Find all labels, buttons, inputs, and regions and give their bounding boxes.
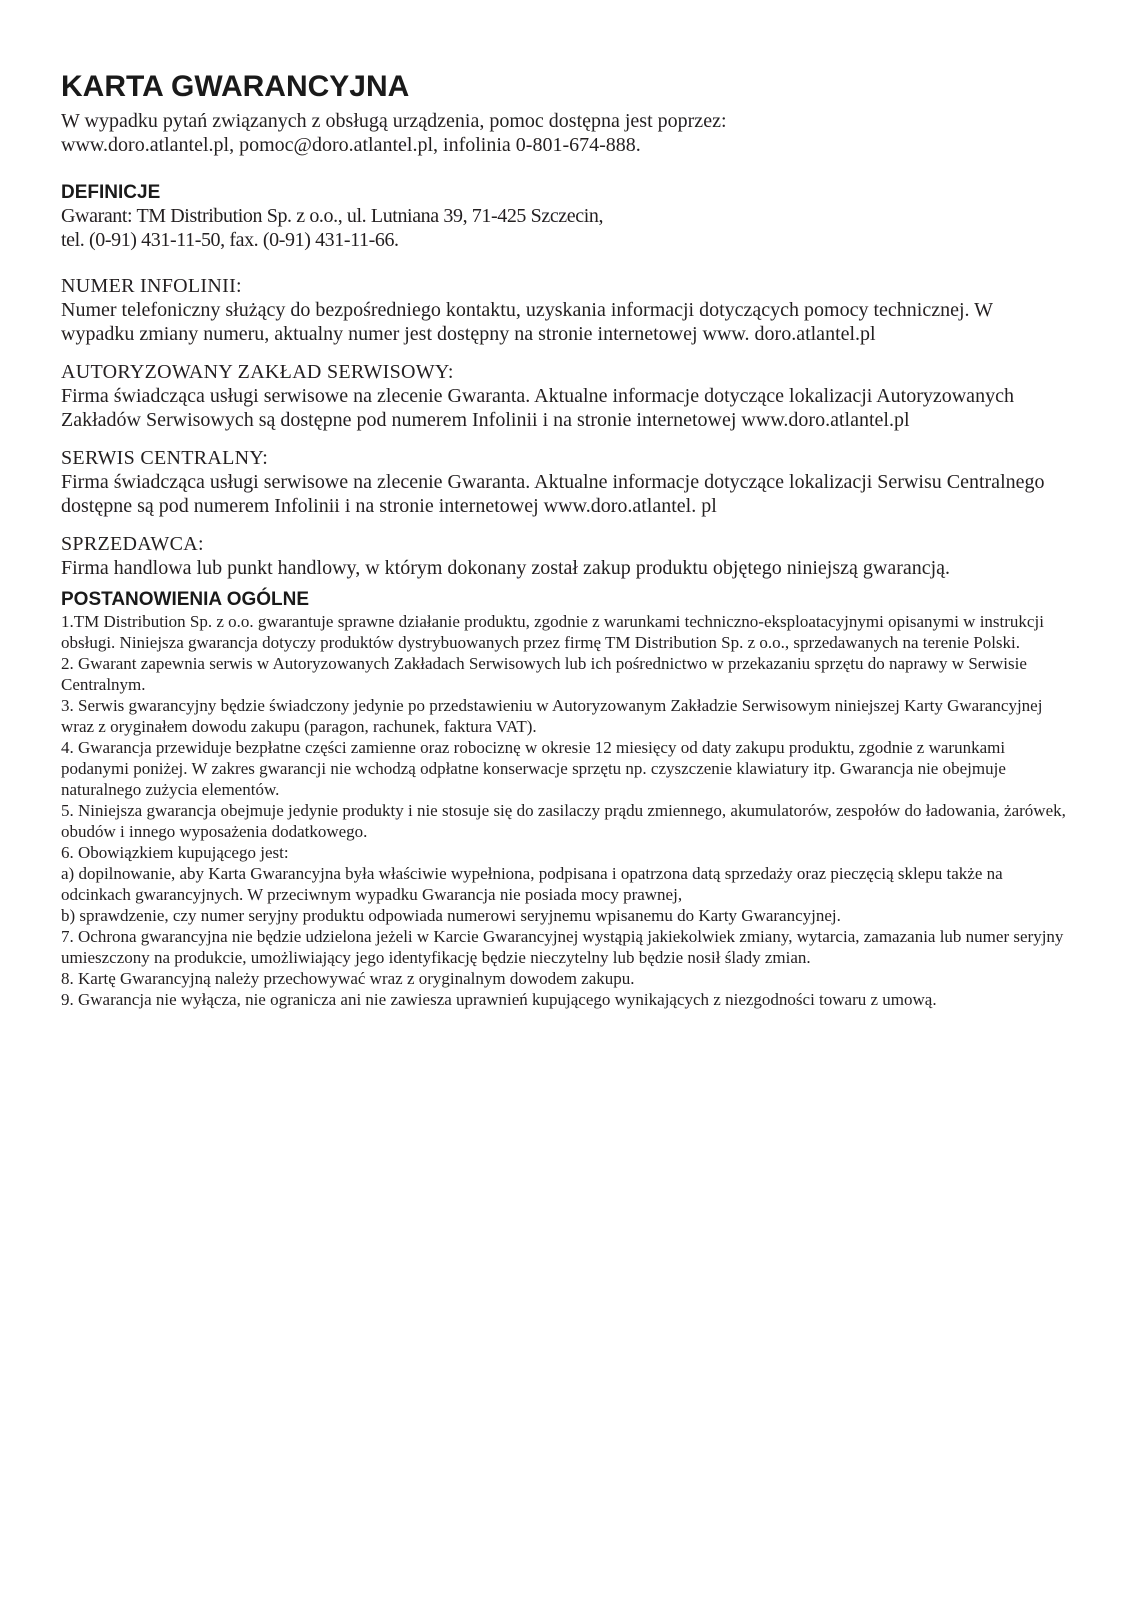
definition-text: Firma świadcząca usługi serwisowe na zlecenie Gwaranta. Aktualne informacje dotyczące lokalizacji Serwisu Centralnego dostępne są pod numerem Infolinii i na stronie internetowej www.doro.atlantel. pl bbox=[61, 471, 1045, 517]
definition-text: Firma świadcząca usługi serwisowe na zlecenie Gwaranta. Aktualne informacje dotyczące lokalizacji Autoryzowanych Zakładów Serwisowych są dostępne pod numerem Infolinii i na stronie internetowej www.doro.atlantel.pl bbox=[61, 385, 1014, 431]
provision-item: 5. Niniejsza gwarancja obejmuje jedynie produkty i nie stosuje się do zasilaczy prądu zmiennego, akumulatorów, zespołów do ładowania, żarówek, obudów i innego wyposażenia dodatkowego. bbox=[61, 801, 1066, 841]
definition-authorized-service bbox=[61, 360, 1066, 432]
page-title: KARTA GWARANCYJNA bbox=[61, 70, 410, 103]
provision-item: 9. Gwarancja nie wyłącza, nie ogranicza ani nie zawiesza uprawnień kupującego wynikających z niezgodności towaru z umową. bbox=[61, 990, 937, 1009]
provision-item: 3. Serwis gwarancyjny będzie świadczony jedynie po przedstawieniu w Autoryzowanym Zakładzie Serwisowym niniejszej Karty Gwarancyjnej wraz z oryginałem dowodu zakupu (paragon, rachunek, faktura VAT). bbox=[61, 696, 1043, 736]
guarantor-info bbox=[61, 204, 1066, 252]
definition-central-service bbox=[61, 446, 1066, 518]
definition-term: SPRZEDAWCA: bbox=[61, 533, 204, 555]
definitions-heading: DEFINICJE bbox=[61, 182, 161, 203]
provision-item: a) dopilnowanie, aby Karta Gwarancyjna była właściwie wypełniona, podpisana i opatrzona datą sprzedaży oraz pieczęcią sklepu także na odcinkach gwarancyjnych. W przeciwnym wypadku Gwarancja nie posiada mocy prawnej, bbox=[61, 864, 1003, 904]
general-provisions-list bbox=[61, 611, 1066, 1010]
intro-line-1: W wypadku pytań związanych z obsługą urządzenia, pomoc dostępna jest poprzez: bbox=[61, 110, 727, 132]
guarantor-line-1: Gwarant: TM Distribution Sp. z o.o., ul. Lutniana 39, 71-425 Szczecin, bbox=[61, 205, 604, 227]
definition-text: Numer telefoniczny służący do bezpośredniego kontaktu, uzyskania informacji dotyczących pomocy technicznej. W wypadku zmiany numeru, aktualny numer jest dostępny na stronie internetowej www. doro.atlantel.pl bbox=[61, 299, 993, 345]
provision-item: 8. Kartę Gwarancyjną należy przechowywać wraz z oryginalnym dowodem zakupu. bbox=[61, 969, 635, 988]
provision-item: 7. Ochrona gwarancyjna nie będzie udzielona jeżeli w Karcie Gwarancyjnej wystąpią jakiekolwiek zmiany, wytarcia, zamazania lub numer seryjny umieszczony na produkcie, umożliwiający jego identyfikację będzie nieczytelny lub będzie nosił ślady zmian. bbox=[61, 927, 1064, 967]
definition-seller bbox=[61, 532, 1066, 580]
intro-line-2: www.doro.atlantel.pl, pomoc@doro.atlantel.pl, infolinia 0-801-674-888. bbox=[61, 134, 641, 156]
definition-hotline-number bbox=[61, 274, 1066, 346]
provision-item: 4. Gwarancja przewiduje bezpłatne części zamienne oraz robociznę w okresie 12 miesięcy od daty zakupu produktu, zgodnie z warunkami podanymi poniżej. W zakres gwarancji nie wchodzą odpłatne konserwacje sprzętu np. czyszczenie klawiatury itp. Gwarancja nie obejmuje naturalnego zużycia elementów. bbox=[61, 738, 1006, 799]
provision-item: b) sprawdzenie, czy numer seryjny produktu odpowiada numerowi seryjnemu wpisanemu do Karty Gwarancyjnej. bbox=[61, 906, 841, 925]
warranty-card-page bbox=[61, 68, 1066, 1010]
definition-text: Firma handlowa lub punkt handlowy, w którym dokonany został zakup produktu objętego niniejszą gwarancją. bbox=[61, 557, 951, 579]
intro-text bbox=[61, 109, 1066, 157]
provision-item: 2. Gwarant zapewnia serwis w Autoryzowanych Zakładach Serwisowych lub ich pośrednictwo w przekazaniu sprzętu do naprawy w Serwisie Centralnym. bbox=[61, 654, 1027, 694]
definition-term: NUMER INFOLINII: bbox=[61, 275, 242, 297]
provision-item: 1.TM Distribution Sp. z o.o. gwarantuje sprawne działanie produktu, zgodnie z warunkami techniczno-eksploatacyjnymi opisanymi w instrukcji obsługi. Niniejsza gwarancja dotyczy produktów dystrybuowanych przez firmę TM Distribution Sp. z o.o., sprzedawanych na terenie Polski. bbox=[61, 612, 1044, 652]
general-provisions-heading: POSTANOWIENIA OGÓLNE bbox=[61, 589, 310, 610]
guarantor-line-2: tel. (0-91) 431-11-50, fax. (0-91) 431-11-66. bbox=[61, 229, 399, 251]
definition-term: SERWIS CENTRALNY: bbox=[61, 447, 269, 469]
definition-term: AUTORYZOWANY ZAKŁAD SERWISOWY: bbox=[61, 361, 454, 383]
provision-item: 6. Obowiązkiem kupującego jest: bbox=[61, 843, 289, 862]
